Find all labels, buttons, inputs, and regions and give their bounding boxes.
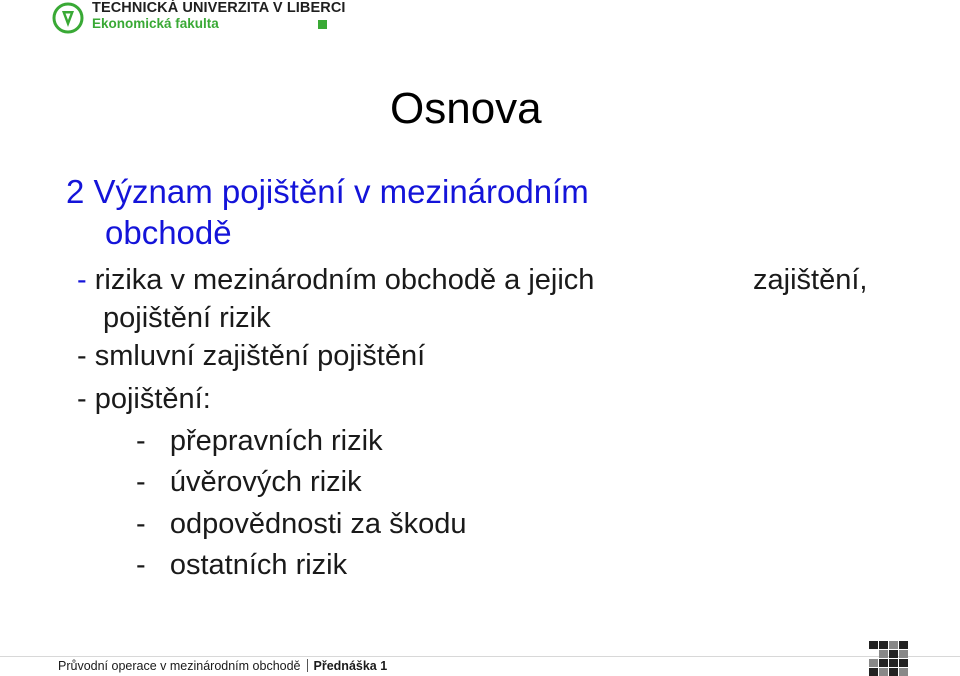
outline-item-1 (77, 264, 594, 297)
heading-line-1: 2 Význam pojištění v mezinárodním (66, 173, 589, 210)
footer-divider (0, 656, 960, 657)
university-name: TECHNICKÁ UNIVERZITA V LIBERCI (92, 0, 346, 16)
footer-separator (307, 659, 308, 672)
footer-lecture: Přednáška 1 (313, 659, 388, 673)
outline-item-3: - pojištění: (77, 383, 211, 415)
outline-item-1-dash: - (77, 264, 95, 296)
outline-subitem-2: - úvěrových rizik (136, 466, 362, 498)
outline-subitem-1: - přepravních rizik (136, 425, 383, 457)
brand-square (318, 20, 327, 29)
grid-logo-icon (869, 641, 909, 676)
outline-subitem-4: - ostatních rizik (136, 549, 348, 581)
outline-item-2: - smluvní zajištění pojištění (77, 340, 426, 372)
outline-item-1-text: rizika v mezinárodním obchodě a jejich (94, 264, 595, 296)
header (0, 0, 960, 40)
footer-course: Průvodní operace v mezinárodním obchodě (58, 659, 301, 673)
outline-item-1-line-2: pojištění rizik (103, 302, 271, 334)
section-heading (66, 171, 826, 253)
outline-item-1-continuation: zajištění, (753, 264, 868, 296)
faculty-name: Ekonomická fakulta (92, 16, 219, 31)
university-logo-icon (52, 2, 84, 34)
heading-line-2: obchodě (105, 214, 232, 251)
outline-subitem-3: - odpovědnosti za škodu (136, 508, 467, 540)
slide-title: Osnova (390, 84, 542, 133)
footer (58, 659, 387, 673)
